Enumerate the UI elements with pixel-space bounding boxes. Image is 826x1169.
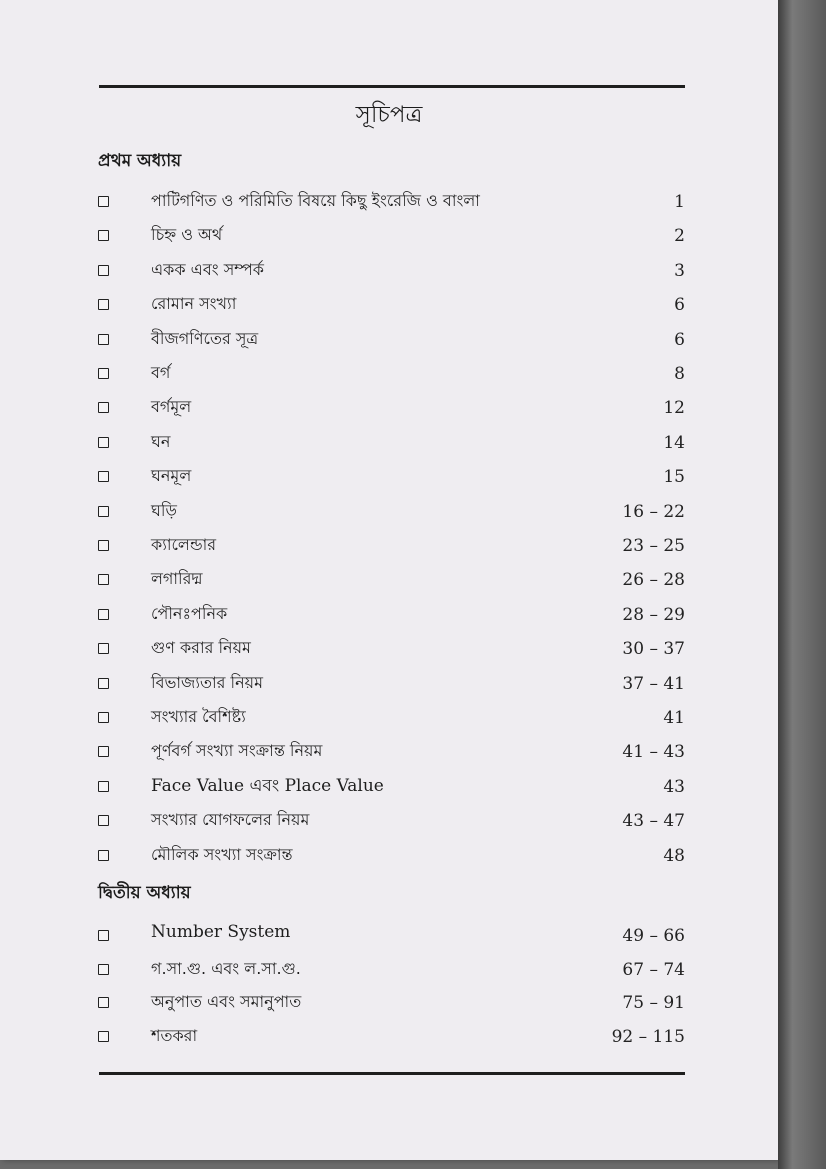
- chapter-2-heading: দ্বিতীয় অধ্যায়: [98, 883, 191, 903]
- toc-entry-label: লগারিদ্ম: [151, 569, 203, 589]
- toc-entry: [0, 807, 778, 837]
- top-rule: [99, 85, 685, 88]
- toc-entry-label: একক এবং সম্পর্ক: [151, 259, 264, 279]
- checkbox-icon: [98, 712, 109, 723]
- checkbox-icon: [98, 299, 109, 310]
- toc-entry-page: 43 – 47: [622, 811, 685, 832]
- toc-entry: [0, 429, 778, 459]
- toc-entry-page: 12: [663, 398, 685, 419]
- checkbox-icon: [98, 678, 109, 689]
- toc-entry-label: গুণ করার নিয়ম: [151, 638, 251, 658]
- toc-entry-page: 30 – 37: [622, 639, 685, 660]
- toc-entry: [0, 498, 778, 528]
- toc-entry-label: Face Value এবং Place Value: [151, 775, 384, 796]
- toc-entry-label: সংখ্যার বৈশিষ্ট্য: [151, 707, 246, 726]
- checkbox-icon: [98, 368, 109, 379]
- toc-entry-page: 37 – 41: [622, 673, 685, 694]
- toc-entry: [0, 257, 778, 287]
- toc-entry-page: 3: [674, 260, 685, 281]
- toc-entry-page: 49 – 66: [622, 926, 685, 946]
- checkbox-icon: [98, 334, 109, 345]
- toc-entry-page: 28 – 29: [622, 604, 685, 625]
- checkbox-icon: [98, 815, 109, 826]
- toc-entry-label: পূর্ণবর্গ সংখ্যা সংক্রান্ত নিয়ম: [151, 741, 323, 761]
- checkbox-icon: [98, 540, 109, 551]
- toc-entry-page: 23 – 25: [622, 536, 685, 556]
- toc-entry: [0, 360, 778, 390]
- page-title: সূচিপত্র: [355, 102, 423, 128]
- toc-entry-label: ক্যালেন্ডার: [151, 535, 217, 554]
- toc-entry-page: 43: [663, 776, 685, 797]
- toc-entry-page: 67 – 74: [622, 959, 685, 980]
- toc-entry-label: পৌনঃপনিক: [151, 603, 228, 623]
- toc-entry-page: 75 – 91: [622, 993, 685, 1013]
- toc-entry: [0, 922, 778, 952]
- toc-entry-page: 48: [663, 845, 685, 866]
- toc-entry-page: 6: [674, 295, 685, 316]
- toc-entry-page: 92 – 115: [611, 1026, 685, 1047]
- toc-entry: [0, 532, 778, 562]
- toc-entry-label: বর্গমূল: [151, 397, 192, 417]
- toc-entry-label: অনুপাত এবং সমানুপাত: [151, 992, 302, 1011]
- toc-entry: [0, 842, 778, 872]
- toc-entry: [0, 989, 778, 1019]
- chapter-1-heading: প্রথম অধ্যায়: [98, 151, 182, 171]
- toc-entry: [0, 394, 778, 424]
- toc-entry-page: 1: [674, 192, 685, 212]
- toc-entry-label: ঘন: [151, 431, 171, 451]
- page-edge: [778, 0, 826, 1169]
- toc-entry: [0, 635, 778, 665]
- toc-entry-label: গ.সা.গু. এবং ল.সা.গু.: [151, 958, 301, 978]
- toc-entry: [0, 326, 778, 356]
- checkbox-icon: [98, 850, 109, 861]
- checkbox-icon: [98, 265, 109, 276]
- checkbox-icon: [98, 781, 109, 792]
- toc-entry-label: শতকরা: [151, 1025, 198, 1045]
- toc-entry-label: সংখ্যার যোগফলের নিয়ম: [151, 810, 310, 830]
- toc-entry: [0, 463, 778, 493]
- checkbox-icon: [98, 609, 109, 620]
- toc-entry: [0, 704, 778, 734]
- toc-entry: [0, 1023, 778, 1053]
- toc-entry-label: Number System: [151, 922, 291, 942]
- checkbox-icon: [98, 402, 109, 413]
- checkbox-icon: [98, 230, 109, 241]
- toc-entry-page: 2: [674, 226, 685, 247]
- toc-entry-label: বীজগণিতের সূত্র: [151, 328, 259, 348]
- bottom-rule: [99, 1072, 685, 1075]
- toc-entry: [0, 670, 778, 700]
- checkbox-icon: [98, 930, 109, 941]
- toc-entry: [0, 773, 778, 803]
- toc-entry-page: 26 – 28: [622, 570, 685, 591]
- toc-entry-page: 14: [663, 432, 685, 453]
- toc-entry-label: ঘনমূল: [151, 466, 192, 486]
- toc-entry-label: ঘড়ি: [151, 500, 177, 520]
- checkbox-icon: [98, 437, 109, 448]
- checkbox-icon: [98, 196, 109, 207]
- toc-entry: [0, 956, 778, 986]
- checkbox-icon: [98, 643, 109, 654]
- toc-entry-label: মৌলিক সংখ্যা সংক্রান্ত: [151, 844, 293, 864]
- toc-entry: [0, 222, 778, 252]
- toc-entry-page: 8: [674, 364, 685, 384]
- checkbox-icon: [98, 574, 109, 585]
- checkbox-icon: [98, 997, 109, 1008]
- toc-entry-label: পাটিগণিত ও পরিমিতি বিষয়ে কিছু ইংরেজি ও বাংলা: [151, 191, 480, 210]
- toc-entry-page: 6: [674, 329, 685, 350]
- toc-entry-page: 41 – 43: [622, 742, 685, 763]
- toc-entry-page: 16 – 22: [622, 501, 685, 522]
- toc-entry-label: বিভাজ্যতার নিয়ম: [151, 672, 263, 692]
- checkbox-icon: [98, 471, 109, 482]
- toc-entry-page: 41: [663, 708, 685, 728]
- checkbox-icon: [98, 746, 109, 757]
- toc-entry: [0, 738, 778, 768]
- toc-entry-page: 15: [663, 467, 685, 488]
- checkbox-icon: [98, 506, 109, 517]
- toc-entry: [0, 566, 778, 596]
- checkbox-icon: [98, 964, 109, 975]
- toc-entry-label: চিহ্ন ও অর্থ: [151, 225, 223, 245]
- toc-entry: [0, 601, 778, 631]
- toc-entry-label: বর্গ: [151, 363, 171, 382]
- toc-entry: [0, 188, 778, 218]
- toc-entry-label: রোমান সংখ্যা: [151, 294, 237, 314]
- toc-entry: [0, 291, 778, 321]
- checkbox-icon: [98, 1031, 109, 1042]
